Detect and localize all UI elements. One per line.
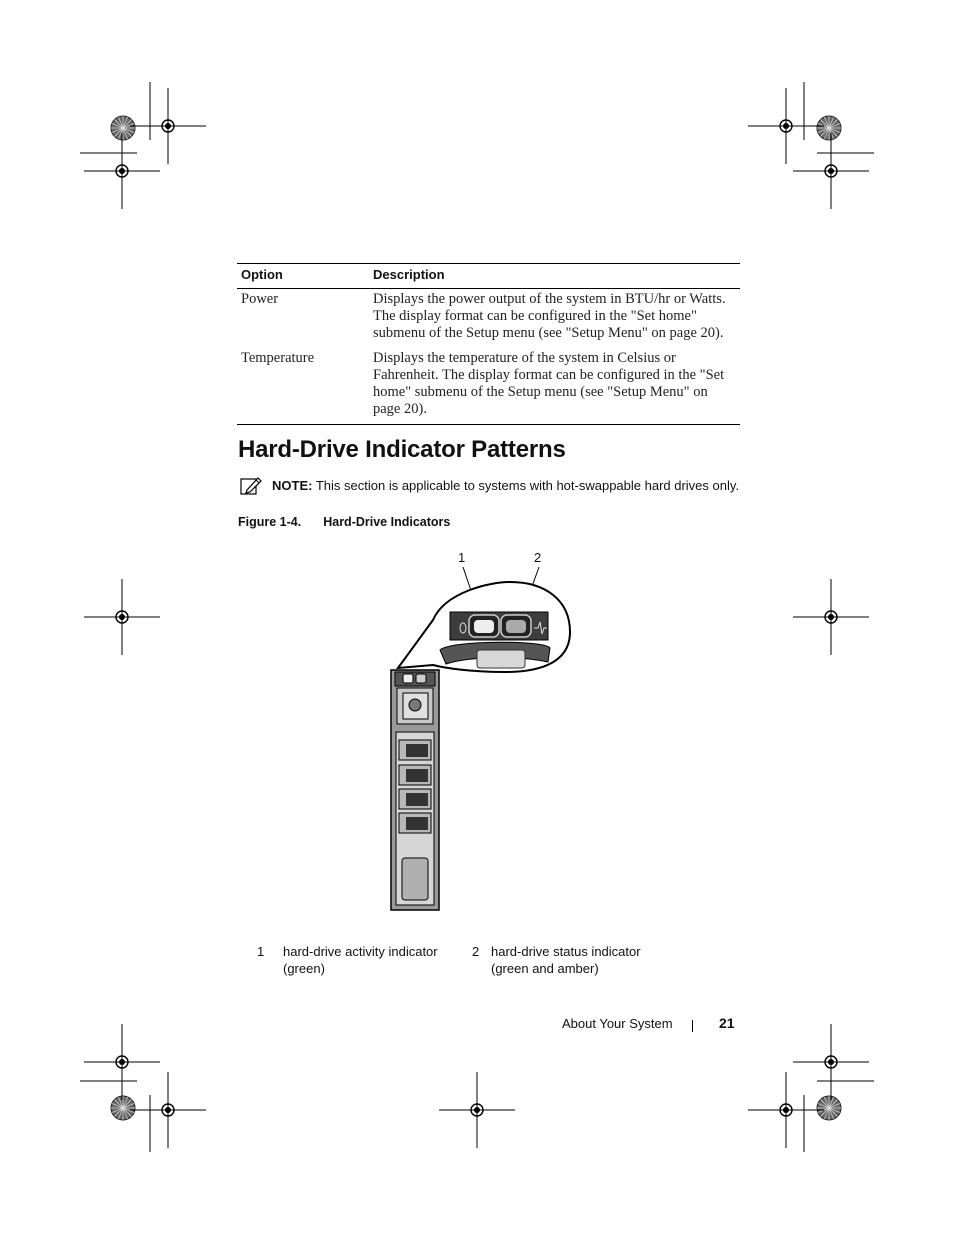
footer-divider — [692, 1020, 693, 1032]
section-title: Hard-Drive Indicator Patterns — [238, 436, 566, 463]
footer-section: About Your System — [562, 1016, 673, 1031]
legend-text-1: hard-drive activity indicator (green) — [283, 944, 438, 976]
legend-number-1: 1 — [257, 944, 265, 959]
note-label: NOTE: — [272, 478, 313, 493]
table-row-power-description: Displays the power output of the system in BTU/hr or Watts. The display format can be configured in the "Set home" submenu of the Setup menu (see "Setup Menu" on page 20). — [373, 291, 726, 341]
figure-title: Hard-Drive Indicators — [323, 515, 451, 529]
callout-1: 1 — [458, 550, 466, 565]
table-row-temperature-description: Displays the temperature of the system in Celsius or Fahrenheit. The display format can be configured in the "Set home" submenu of the Setup menu (see "Setup Menu" on page 20). — [373, 350, 725, 417]
legend-text-2: hard-drive status indicator (green and amber) — [491, 944, 641, 976]
page-number: 21 — [719, 1015, 735, 1031]
table-row-temperature-option: Temperature — [241, 350, 315, 366]
table-header-option: Option — [241, 267, 283, 282]
legend-item-2 — [472, 943, 641, 976]
table-row-power-option: Power — [241, 291, 279, 307]
legend-number-2: 2 — [472, 944, 480, 959]
figure-number: Figure 1-4. — [238, 515, 302, 529]
note-text: This section is applicable to systems with hot-swappable hard drives only. — [315, 478, 740, 493]
legend-item-1 — [257, 943, 438, 976]
table-header-description: Description — [373, 267, 445, 282]
callout-2: 2 — [534, 550, 542, 565]
